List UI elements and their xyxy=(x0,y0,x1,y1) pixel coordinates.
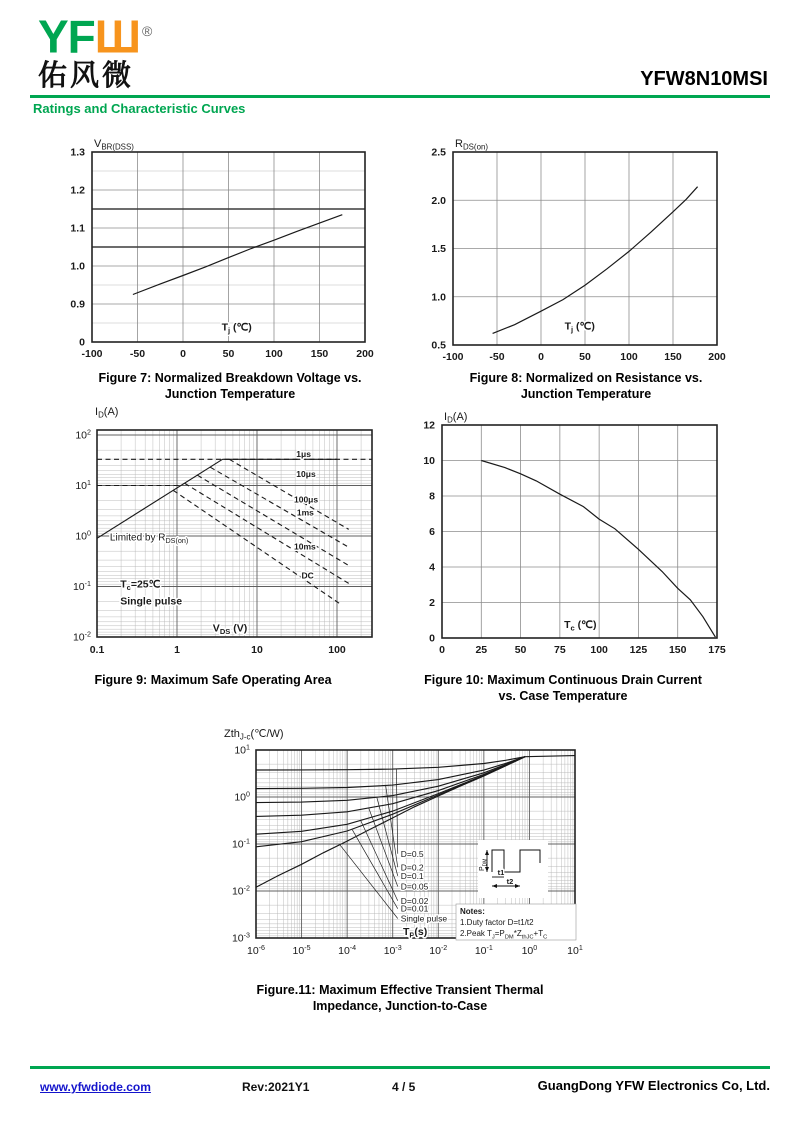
svg-text:Tc (℃): $T_c$ (℃) xyxy=(564,618,597,633)
svg-text:75: 75 xyxy=(554,644,566,656)
svg-text:Single pulse: Single pulse xyxy=(400,913,448,924)
svg-text:ID(A): $I_D(A)$ xyxy=(95,406,119,420)
svg-text:1.5: 1.5 xyxy=(431,243,446,255)
svg-text:-100: -100 xyxy=(442,351,464,363)
svg-text:D=0.01: D=0.01 xyxy=(400,903,429,914)
svg-text:Tj (℃): $T_j$ (℃) xyxy=(221,321,252,336)
svg-text:10-2: $10^{-2}$ xyxy=(429,944,448,957)
svg-text:150: 150 xyxy=(668,644,687,656)
svg-text:10-1: $10^{-1}$ xyxy=(474,944,493,957)
svg-text:D=0.5: D=0.5 xyxy=(400,848,424,859)
brand-logo xyxy=(38,8,151,92)
svg-text:1.0: 1.0 xyxy=(431,291,446,304)
svg-text:1.2: 1.2 xyxy=(70,184,85,197)
svg-text:10μs: 10μs xyxy=(296,468,316,479)
svg-text:0: 0 xyxy=(439,644,445,656)
svg-text:Tj (℃): $T_j$ (℃) xyxy=(564,320,595,335)
svg-text:100μs: 100μs xyxy=(293,494,319,505)
svg-text:ZthJ-c(℃/W): Zth$_{J-c}$(℃/W) xyxy=(224,728,284,742)
svg-text:D=0.1: D=0.1 xyxy=(400,870,424,881)
svg-text:-50: -50 xyxy=(129,348,146,360)
revision-label: Rev:2021Y1 xyxy=(242,1080,310,1094)
svg-text:0.9: 0.9 xyxy=(70,298,85,311)
figure11-caption: Figure.11: Maximum Effective Transient Thermal Impedance, Junction-to-Case xyxy=(256,983,544,1014)
svg-text:1ms: 1ms xyxy=(296,507,314,518)
svg-text:1.1: 1.1 xyxy=(70,222,85,235)
svg-text:TP(s): $T_P(s)$ xyxy=(402,925,428,940)
svg-text:6: 6 xyxy=(429,526,435,538)
svg-text:4: 4 xyxy=(429,561,435,574)
svg-text:PDM: $P_{DM}$ xyxy=(479,858,489,871)
logo-wordmark xyxy=(38,8,152,63)
svg-text:1.Duty factor D=t1/t2: 1.Duty factor D=t1/t2 xyxy=(460,918,534,927)
svg-text:50: 50 xyxy=(222,348,235,360)
svg-text:150: 150 xyxy=(664,351,682,363)
svg-text:175: 175 xyxy=(708,644,726,656)
svg-text:101: $10^1$ xyxy=(567,944,583,957)
svg-text:12: 12 xyxy=(423,419,435,432)
svg-text:100: $10^0$ xyxy=(521,944,538,957)
figure8-caption: Figure 8: Normalized on Resistance vs. Junction Temperature xyxy=(469,371,703,402)
svg-text:-100: -100 xyxy=(81,348,103,360)
figure10-drain-current-chart xyxy=(420,403,792,668)
svg-text:t1: t1 xyxy=(497,868,505,877)
footer-divider xyxy=(30,1066,770,1069)
section-title: Ratings and Characteristic Curves xyxy=(33,101,246,116)
svg-text:D=0.2: D=0.2 xyxy=(400,862,424,873)
svg-text:Notes:: Notes: xyxy=(460,907,485,916)
svg-text:2.Peak TJ=PDM*ZthJC+TC: 2.Peak $T_J=P_{DM}*Z_{thJC}+T_C$ xyxy=(460,929,548,941)
svg-text:10-3: $10^{-3}$ xyxy=(231,931,250,945)
company-name: GuangDong YFW Electronics Co, Ltd. xyxy=(537,1078,770,1093)
svg-text:Single pulse: Single pulse xyxy=(120,595,183,608)
svg-text:10-1: $10^{-1}$ xyxy=(231,837,250,851)
header-divider xyxy=(30,95,770,98)
svg-text:100: 100 xyxy=(590,644,608,656)
svg-text:2.5: 2.5 xyxy=(431,146,446,159)
svg-text:10-5: $10^{-5}$ xyxy=(292,944,311,957)
svg-text:1.0: 1.0 xyxy=(70,260,85,273)
svg-text:0.5: 0.5 xyxy=(431,339,446,352)
svg-text:200: 200 xyxy=(708,351,726,363)
svg-text:1.3: 1.3 xyxy=(70,146,85,159)
svg-text:t2: t2 xyxy=(506,877,514,886)
svg-text:10-3: $10^{-3}$ xyxy=(383,944,402,957)
svg-text:Tc=25℃: $T_c=25℃$ xyxy=(120,578,161,593)
logo-text-green: YF xyxy=(38,10,95,63)
svg-text:101: $10^1$ xyxy=(234,743,250,757)
logo-chinese-name: 佑风微 xyxy=(38,60,135,93)
svg-text:2: 2 xyxy=(429,597,435,609)
figure11-thermal-impedance-chart xyxy=(190,700,610,967)
svg-text:-50: -50 xyxy=(489,351,505,363)
svg-text:10-4: $10^{-4}$ xyxy=(338,944,357,957)
svg-text:0.1: 0.1 xyxy=(89,644,105,656)
figure7-breakdown-voltage-chart xyxy=(30,138,402,371)
figure7-caption: Figure 7: Normalized Breakdown Voltage vs. Junction Temperature xyxy=(98,371,362,402)
svg-text:1: 1 xyxy=(174,644,180,656)
svg-text:D=0.02: D=0.02 xyxy=(400,895,429,906)
svg-text:VDS (V): $V_{DS}$ (V) xyxy=(212,622,248,637)
svg-text:10-6: $10^{-6}$ xyxy=(246,944,266,957)
svg-text:25: 25 xyxy=(475,644,488,656)
svg-text:ID(A): $I_D(A)$ xyxy=(444,411,468,425)
svg-text:100: 100 xyxy=(328,644,346,656)
svg-text:125: 125 xyxy=(629,644,648,656)
page-number: 4 / 5 xyxy=(392,1080,416,1094)
svg-text:8: 8 xyxy=(429,490,435,503)
svg-text:RDS(on): $R_{DS(on)}$ xyxy=(455,138,488,152)
svg-text:10-2: $10^{-2}$ xyxy=(231,884,250,898)
svg-text:50: 50 xyxy=(579,351,591,363)
registered-trademark-icon: ® xyxy=(142,23,152,39)
svg-text:VBR(DSS): $V_{BR(DSS)}$ xyxy=(94,138,134,152)
logo-text-orange: Ш xyxy=(94,10,141,63)
svg-text:101: $10^1$ xyxy=(75,479,91,492)
svg-text:0: 0 xyxy=(180,348,186,360)
figure9-caption: Figure 9: Maximum Safe Operating Area xyxy=(94,673,332,687)
svg-text:100: 100 xyxy=(620,351,638,363)
website-link[interactable]: www.yfwdiode.com xyxy=(40,1080,151,1094)
svg-text:100: $10^0$ xyxy=(234,790,250,804)
svg-text:2.0: 2.0 xyxy=(431,194,446,207)
svg-text:100: $10^0$ xyxy=(75,529,91,543)
figure10-caption: Figure 10: Maximum Continuous Drain Current vs. Case Temperature xyxy=(424,673,702,704)
svg-text:Limited by RDS(on): Limited by $R_{DS(on)}$ xyxy=(109,532,189,545)
svg-text:0: 0 xyxy=(429,632,435,645)
svg-text:DC: DC xyxy=(301,570,314,581)
svg-text:10: 10 xyxy=(251,644,263,656)
svg-text:10-2: $10^{-2}$ xyxy=(72,630,91,644)
svg-text:10-1: $10^{-1}$ xyxy=(72,580,91,593)
svg-text:10ms: 10ms xyxy=(293,541,316,552)
part-number: YFW8N10MSI xyxy=(640,68,768,90)
svg-text:100: 100 xyxy=(265,348,283,360)
svg-text:50: 50 xyxy=(514,644,527,656)
figure8-on-resistance-chart xyxy=(423,138,795,371)
svg-text:200: 200 xyxy=(356,348,374,360)
svg-text:D=0.05: D=0.05 xyxy=(400,881,429,892)
svg-text:1μs: 1μs xyxy=(296,449,311,460)
svg-text:0: 0 xyxy=(79,336,85,349)
svg-text:0: 0 xyxy=(538,351,544,363)
figure9-safe-operating-area-chart xyxy=(60,403,432,668)
svg-text:102: $10^2$ xyxy=(75,428,91,442)
svg-text:150: 150 xyxy=(310,348,329,360)
svg-text:10: 10 xyxy=(423,455,435,467)
